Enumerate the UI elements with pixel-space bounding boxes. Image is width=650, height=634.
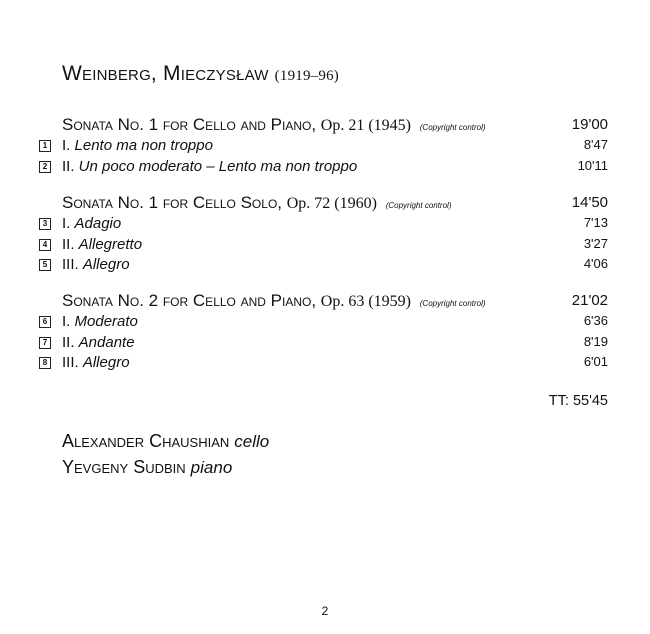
track-number-box: 5 bbox=[39, 259, 51, 271]
movement-number: I. bbox=[62, 215, 75, 232]
movement-title: Allegro bbox=[82, 256, 130, 273]
composer-heading bbox=[62, 62, 339, 86]
track-number-box: 6 bbox=[39, 316, 51, 328]
movement-duration: 10'11 bbox=[577, 157, 608, 173]
movement-row bbox=[42, 157, 608, 179]
performer-instrument: piano bbox=[190, 458, 233, 477]
work-2 bbox=[42, 193, 608, 277]
work-1 bbox=[42, 115, 608, 178]
movement-number: III. bbox=[62, 256, 83, 273]
composer-dates: (1919–96) bbox=[274, 68, 339, 84]
track-number-box: 3 bbox=[39, 218, 51, 230]
work-title-row bbox=[62, 115, 608, 137]
movement-number: III. bbox=[62, 354, 83, 371]
movement-duration: 8'47 bbox=[583, 137, 608, 152]
composer-name: Weinberg, Mieczysław bbox=[62, 62, 269, 85]
work-title-row bbox=[62, 291, 608, 313]
work-opus: Op. 72 (1960) bbox=[286, 195, 377, 212]
work-opus: Op. 21 (1945) bbox=[320, 117, 412, 134]
performer-instrument: cello bbox=[234, 432, 270, 451]
work-title: Sonata No. 1 for Cello and Piano, bbox=[62, 115, 317, 134]
total-time: TT: 55'45 bbox=[548, 393, 608, 409]
movement-title: Un poco moderato – Lento ma non troppo bbox=[78, 157, 358, 175]
work-duration: 21'02 bbox=[571, 292, 608, 309]
movement-row bbox=[42, 215, 608, 236]
copyright-note: (Copyright control) bbox=[419, 123, 486, 132]
movement-duration: 7'13 bbox=[583, 215, 608, 230]
track-number-box: 1 bbox=[39, 140, 51, 152]
movement-title: Andante bbox=[78, 333, 135, 351]
work-title-row bbox=[62, 193, 608, 215]
performer-2 bbox=[62, 457, 232, 478]
copyright-note: (Copyright control) bbox=[385, 201, 452, 210]
movement-row bbox=[42, 313, 608, 334]
movement-number: II. bbox=[62, 157, 79, 175]
work-opus: Op. 63 (1959) bbox=[320, 293, 412, 310]
movement-duration: 4'06 bbox=[583, 256, 608, 271]
track-number-box: 8 bbox=[39, 357, 51, 369]
movement-row bbox=[42, 333, 608, 355]
movement-number: I. bbox=[62, 313, 75, 330]
page-number: 2 bbox=[321, 604, 329, 618]
work-duration: 19'00 bbox=[571, 116, 608, 133]
movement-title: Lento ma non troppo bbox=[74, 137, 213, 154]
movement-number: II. bbox=[62, 333, 79, 351]
work-duration: 14'50 bbox=[571, 194, 608, 211]
movement-duration: 8'19 bbox=[583, 333, 608, 349]
movement-title: Allegro bbox=[82, 354, 130, 371]
movement-row bbox=[42, 354, 608, 375]
copyright-note: (Copyright control) bbox=[419, 299, 486, 308]
movement-duration: 3'27 bbox=[583, 235, 608, 251]
track-number-box: 7 bbox=[39, 337, 51, 349]
performer-name: Alexander Chaushian bbox=[62, 431, 230, 451]
track-number-box: 4 bbox=[39, 239, 51, 251]
movement-title: Moderato bbox=[74, 313, 138, 330]
performer-1 bbox=[62, 431, 269, 452]
movement-number: II. bbox=[62, 235, 79, 253]
movement-row bbox=[42, 256, 608, 277]
movement-row bbox=[42, 235, 608, 257]
work-3 bbox=[42, 291, 608, 375]
movement-row bbox=[42, 137, 608, 158]
movement-title: Allegretto bbox=[78, 235, 143, 253]
work-title: Sonata No. 1 for Cello Solo, bbox=[62, 193, 282, 212]
track-number-box: 2 bbox=[39, 161, 51, 173]
movement-duration: 6'01 bbox=[583, 354, 608, 369]
movement-duration: 6'36 bbox=[583, 313, 608, 328]
movement-number: I. bbox=[62, 137, 75, 154]
work-title: Sonata No. 2 for Cello and Piano, bbox=[62, 291, 317, 310]
movement-title: Adagio bbox=[74, 215, 122, 232]
performer-name: Yevgeny Sudbin bbox=[62, 457, 186, 477]
